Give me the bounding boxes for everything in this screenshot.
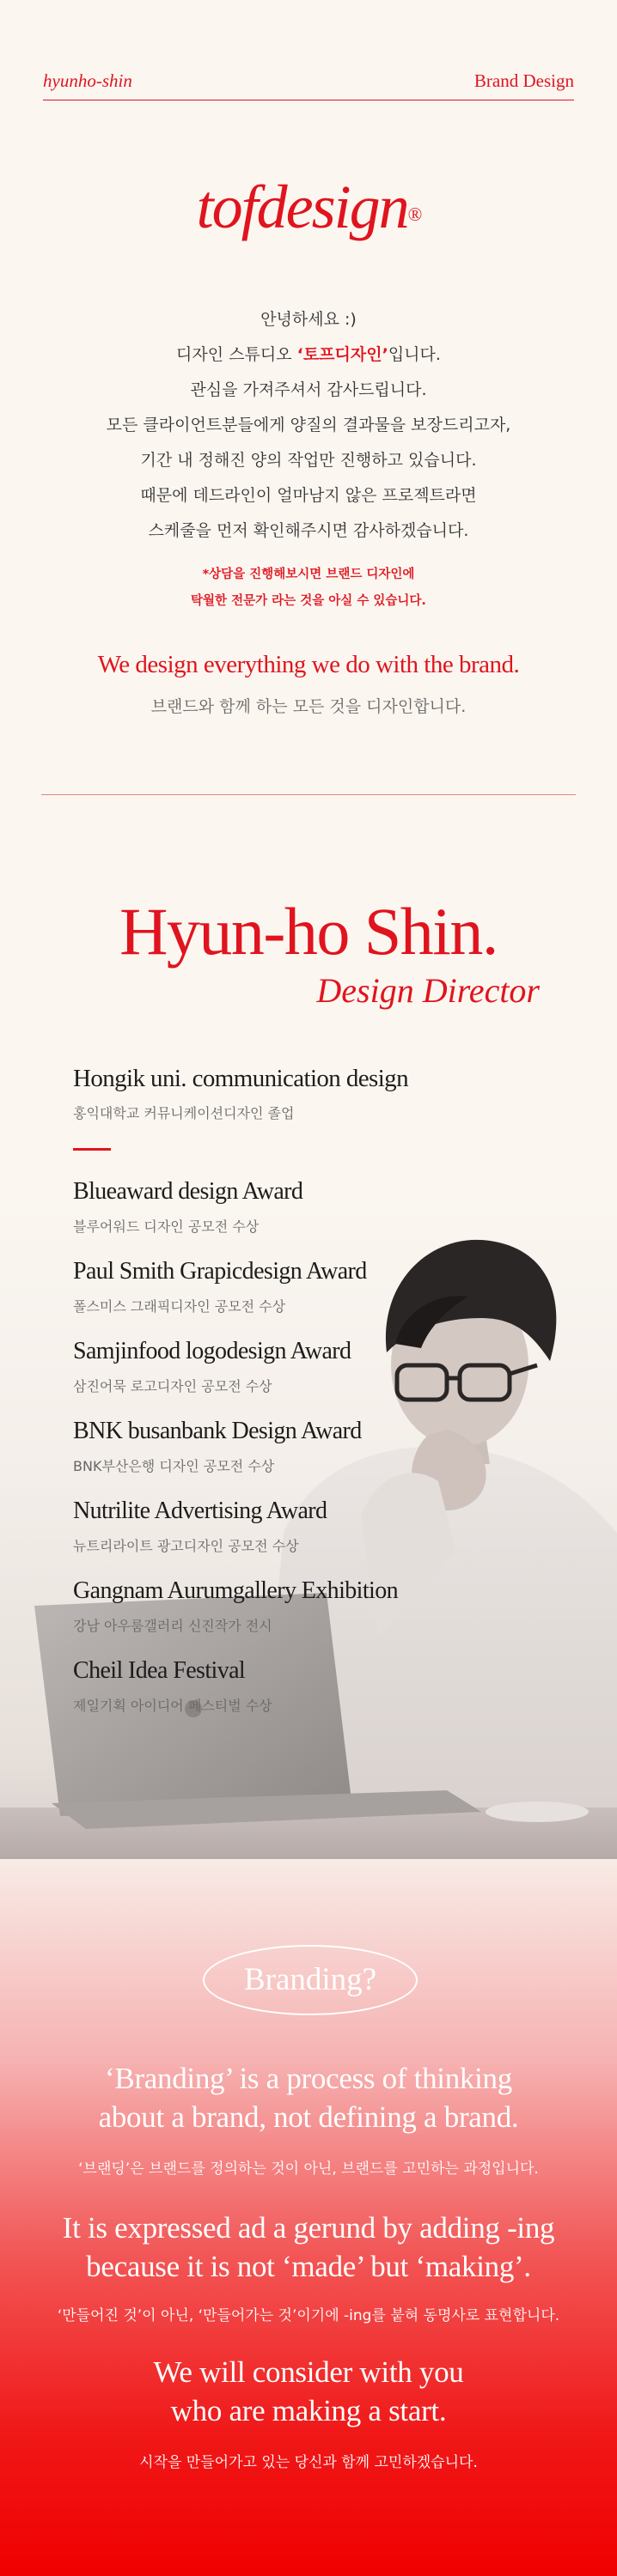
award-title: Blueaward design Award (73, 1178, 303, 1205)
accent-line (73, 1148, 111, 1151)
award-title: Paul Smith Grapicdesign Award (73, 1258, 367, 1285)
brand-name-link[interactable]: hyunho-shin (43, 70, 132, 91)
award-subtitle: 폴스미스 그래픽디자인 공모전 수상 (73, 1298, 286, 1315)
studio-logo (0, 172, 617, 243)
tagline-english: We design everything we do with the brand. (97, 651, 520, 678)
intro-line: 관심을 가져주셔서 감사드립니다. (190, 380, 427, 399)
studio-name-highlight: ‘토프디자인’ (296, 345, 388, 364)
section-divider (41, 794, 576, 795)
designer-role: Design Director (316, 971, 540, 1010)
award-title: Gangnam Aurumgallery Exhibition (73, 1577, 398, 1604)
education-subtitle: 홍익대학교 커뮤니케이션디자인 졸업 (73, 1105, 295, 1121)
designer-name: Hyun-ho Shin. (119, 894, 498, 969)
education-title: Hongik uni. communication design (73, 1065, 408, 1092)
intro-line: 때문에 데드라인이 얼마남지 않은 프로젝트라면 (140, 486, 477, 505)
award-subtitle: 블루어워드 디자인 공모전 수상 (73, 1218, 260, 1235)
branding-statement-1-korean: ‘브랜딩’은 브랜드를 정의하는 것이 아닌, 브랜드를 고민하는 과정입니다. (78, 2160, 539, 2178)
site-header (43, 67, 574, 100)
branding-statement-3-korean: 시작을 만들어가고 있는 당신과 함께 고민하겠습니다. (139, 2454, 478, 2471)
award-title: Samjinfood logodesign Award (73, 1338, 351, 1364)
tagline-korean: 브랜드와 함께 하는 모든 것을 디자인합니다. (150, 697, 467, 716)
award-subtitle: 뉴트리라이트 광고디자인 공모전 수상 (73, 1538, 299, 1554)
branding-statement-3: We will consider with you who are making a start. (153, 2355, 464, 2427)
branding-badge: Branding? (203, 1945, 418, 2015)
intro-line: 스케줄을 먼저 확인해주시면 감사하겠습니다. (148, 521, 469, 540)
intro-line: 모든 클라이언트분들에게 양질의 결과물을 보장드리고자, (106, 416, 511, 434)
intro-line: 기간 내 정해진 양의 작업만 진행하고 있습니다. (140, 451, 477, 470)
brand-design-link[interactable]: Brand Design (473, 70, 574, 91)
award-subtitle: 제일기획 아이디어 페스티벌 수상 (73, 1698, 272, 1714)
registered-mark: ® (407, 204, 421, 225)
branding-statement-1: ‘Branding’ is a process of thinking about a brand, not defining a brand. (98, 2062, 519, 2134)
award-title: Cheil Idea Festival (73, 1657, 246, 1684)
award-title: Nutrilite Advertising Award (73, 1498, 327, 1524)
award-subtitle: BNK부산은행 디자인 공모전 수상 (73, 1458, 275, 1474)
intro-line: 안녕하세요 :) (260, 310, 357, 329)
award-subtitle: 삼진어묵 로고디자인 공모전 수상 (73, 1378, 272, 1394)
award-title: BNK busanbank Design Award (73, 1418, 362, 1444)
award-subtitle: 강남 아우룸갤러리 신진작가 전시 (73, 1618, 272, 1634)
intro-line: 디자인 스튜디오 ‘토프디자인’입니다. (176, 345, 441, 364)
branding-statement-2: It is expressed ad a gerund by adding -ing because it is not ‘made’ but ‘making’. (62, 2211, 555, 2283)
logo-text: tofdesign (196, 173, 408, 241)
branding-statement-2-korean: ‘만들어진 것’이 아닌, ‘만들어가는 것’이기에 -ing를 붙혀 동명사로 표현합니다. (57, 2307, 560, 2324)
intro-text (0, 302, 617, 549)
consultation-note: *상담을 진행해보시면 브랜드 디자인에 탁월한 전문가 라는 것을 아실 수 있습니다. (191, 568, 426, 608)
